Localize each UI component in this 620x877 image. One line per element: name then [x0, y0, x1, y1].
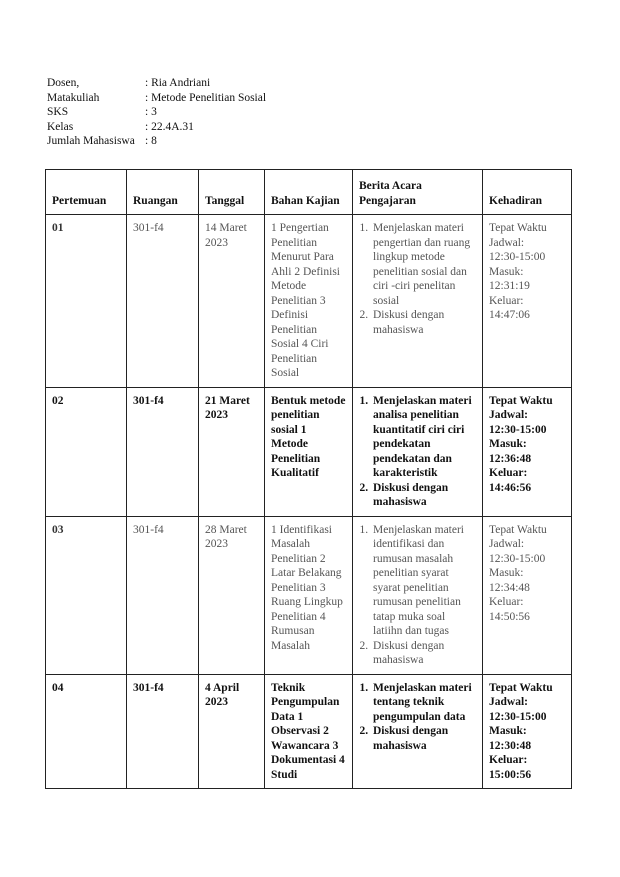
kehadiran-masuk-value: 12:34:48 — [489, 581, 530, 594]
kehadiran-masuk-label: Masuk: — [489, 265, 524, 278]
kehadiran-jadwal-label: Jadwal: — [489, 538, 525, 550]
info-row-dosen — [47, 76, 266, 91]
kehadiran-status: Tepat Waktu — [489, 394, 553, 407]
kehadiran-masuk-value: 12:31:19 — [489, 280, 530, 292]
cell-berita-acara — [353, 516, 483, 674]
table-row — [46, 215, 572, 388]
course-info — [47, 76, 266, 149]
cell-ruangan: 301-f4 — [127, 387, 199, 516]
info-row-jumlah — [47, 134, 266, 149]
berita-list — [359, 523, 476, 668]
kehadiran-keluar-label: Keluar: — [489, 467, 528, 479]
cell-tanggal: 21 Maret 2023 — [199, 387, 265, 516]
kehadiran-jadwal-label: Jadwal: — [489, 236, 525, 249]
table-row — [46, 387, 572, 516]
header-pertemuan: Pertemuan — [46, 170, 127, 215]
cell-tanggal: 4 April 2023 — [199, 674, 265, 789]
kehadiran-status: Tepat Waktu — [489, 523, 547, 536]
kehadiran-jadwal-label: Jadwal: — [489, 409, 528, 421]
cell-ruangan: 301-f4 — [127, 215, 199, 388]
info-value: : 22.4A.31 — [145, 120, 194, 133]
header-tanggal: Tanggal — [199, 170, 265, 215]
cell-ruangan: 301-f4 — [127, 516, 199, 674]
header-kehadiran: Kehadiran — [483, 170, 572, 215]
cell-bahan-kajian: 1 Identifikasi Masalah Penelitian 2 Latar Belakang Penelitian 3 Ruang Lingkup Penelitian 4 Rumusan Masalah — [265, 516, 353, 674]
kehadiran-masuk-label: Masuk: — [489, 567, 524, 579]
cell-ruangan: 301-f4 — [127, 674, 199, 789]
header-berita-acara: Berita Acara Pengajaran — [353, 170, 483, 215]
cell-kehadiran — [483, 674, 572, 789]
kehadiran-jadwal-label: Jadwal: — [489, 696, 528, 708]
table-row — [46, 516, 572, 674]
cell-bahan-kajian: 1 Pengertian Penelitian Menurut Para Ahli 2 Definisi Metode Penelitian 3 Definisi Penelitian Sosial 4 Ciri Penelitian Sosial — [265, 215, 353, 388]
info-row-kelas — [47, 120, 266, 135]
berita-item: 1. Menjelaskan materi pengertian dan ruang lingkup metode penelitian sosial dan ciri -ciri penelitan sosial — [371, 221, 476, 308]
berita-item: 2. Diskusi dengan mahasiswa — [371, 724, 476, 753]
cell-berita-acara — [353, 215, 483, 388]
cell-bahan-kajian: Bentuk metode penelitian sosial 1 Metode Penelitian Kualitatif — [265, 387, 353, 516]
cell-bahan-kajian: Teknik Pengumpulan Data 1 Observasi 2 Wawancara 3 Dokumentasi 4 Studi — [265, 674, 353, 789]
kehadiran-jadwal-value: 12:30-15:00 — [489, 552, 546, 565]
info-value: : 3 — [145, 106, 157, 118]
cell-pertemuan: 04 — [46, 674, 127, 789]
info-label: Matakuliah — [47, 91, 100, 104]
berita-item: 2. Diskusi dengan mahasiswa — [371, 481, 476, 510]
kehadiran-jadwal-value: 12:30-15:00 — [489, 251, 546, 263]
cell-pertemuan: 03 — [46, 516, 127, 674]
kehadiran-keluar-label: Keluar: — [489, 294, 524, 307]
kehadiran-masuk-value: 12:30:48 — [489, 739, 532, 752]
cell-kehadiran — [483, 387, 572, 516]
kehadiran-keluar-value: 14:47:06 — [489, 309, 530, 321]
cell-kehadiran — [483, 215, 572, 388]
berita-item: 1. Menjelaskan materi tentang teknik pengumpulan data — [371, 681, 476, 725]
kehadiran-keluar-value: 15:00:56 — [489, 768, 532, 781]
info-value: : Ria Andriani — [145, 77, 211, 89]
cell-pertemuan: 01 — [46, 215, 127, 388]
attendance-table — [45, 169, 572, 789]
cell-berita-acara — [353, 387, 483, 516]
berita-item: 2. Diskusi dengan mahasiswa — [371, 308, 476, 337]
info-label: Dosen, — [47, 77, 80, 89]
info-row-sks — [47, 105, 266, 120]
berita-list — [359, 221, 476, 337]
info-label: Jumlah Mahasiswa — [47, 135, 135, 147]
kehadiran-status: Tepat Waktu — [489, 681, 553, 694]
kehadiran-jadwal-value: 12:30-15:00 — [489, 710, 547, 723]
kehadiran-keluar-value: 14:50:56 — [489, 610, 530, 623]
kehadiran-keluar-value: 14:46:56 — [489, 481, 532, 494]
cell-pertemuan: 02 — [46, 387, 127, 516]
kehadiran-status: Tepat Waktu — [489, 222, 547, 234]
table-row — [46, 674, 572, 789]
kehadiran-keluar-label: Keluar: — [489, 596, 524, 608]
info-value: : Metode Penelitian Sosial — [145, 91, 267, 104]
info-label: Kelas — [47, 120, 74, 133]
cell-berita-acara — [353, 674, 483, 789]
berita-list — [359, 681, 476, 754]
header-bahan-kajian: Bahan Kajian — [265, 170, 353, 215]
cell-tanggal: 14 Maret 2023 — [199, 215, 265, 388]
kehadiran-jadwal-value: 12:30-15:00 — [489, 423, 547, 436]
berita-item: 2. Diskusi dengan mahasiswa — [371, 639, 476, 668]
cell-kehadiran — [483, 516, 572, 674]
kehadiran-masuk-label: Masuk: — [489, 725, 527, 737]
cell-tanggal: 28 Maret 2023 — [199, 516, 265, 674]
berita-item: 1. Menjelaskan materi analisa penelitian kuantitatif ciri ciri pendekatan pendekatan dan karakteristik — [371, 394, 476, 481]
berita-list — [359, 394, 476, 510]
header-ruangan: Ruangan — [127, 170, 199, 215]
info-label: SKS — [47, 106, 69, 118]
berita-item: 1. Menjelaskan materi identifikasi dan rumusan masalah penelitian syarat syarat penelitian rumusan penelitian tatap muka soal latiihn dan tugas — [371, 523, 476, 639]
kehadiran-masuk-value: 12:36:48 — [489, 452, 532, 465]
kehadiran-masuk-label: Masuk: — [489, 438, 527, 450]
table-header-row — [46, 170, 572, 215]
kehadiran-keluar-label: Keluar: — [489, 754, 528, 766]
info-row-matakuliah — [47, 91, 266, 106]
info-value: : 8 — [145, 135, 157, 147]
